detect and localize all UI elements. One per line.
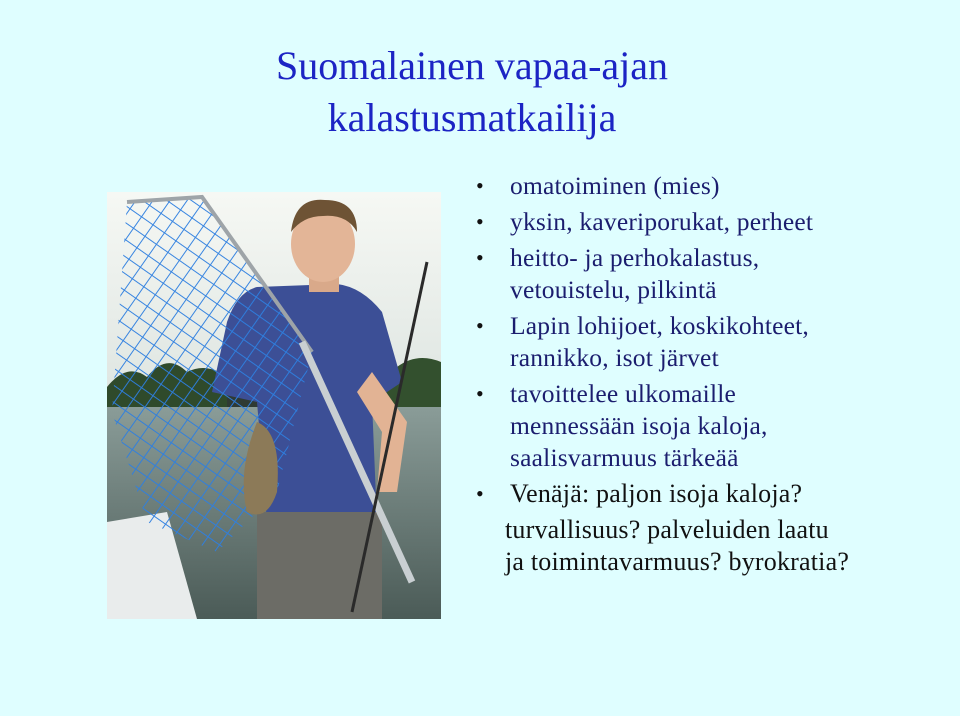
bullet-item: [470, 206, 950, 238]
bullet-text: yksin, kaveriporukat, perheet: [510, 207, 814, 236]
bullet-item: [470, 478, 950, 510]
bullet-item: [470, 242, 950, 306]
bullet-dot: •: [476, 313, 484, 338]
fishing-photo: [107, 192, 441, 619]
extra-text: [470, 514, 950, 578]
bullet-dot: •: [476, 209, 484, 234]
bullet-dot: •: [476, 481, 484, 506]
title-line-1: Suomalainen vapaa-ajan: [275, 43, 669, 88]
bullet-list: [470, 170, 950, 578]
bullet-text: Venäjä: paljon isoja kaloja?: [510, 479, 803, 508]
bullet-item: [470, 310, 950, 374]
bullet-item: [470, 170, 950, 202]
title-line-2: kalastusmatkailija: [327, 95, 617, 140]
extra-line-1: turvallisuus? palveluiden laatu: [505, 515, 829, 544]
bullet-text: tavoittelee ulkomaille: [510, 379, 737, 408]
bullet-item: [470, 378, 950, 474]
bullet-text: mennessään isoja kaloja,: [510, 411, 768, 440]
bullet-text: heitto- ja perhokalastus,: [510, 243, 760, 272]
extra-line-2: ja toimintavarmuus? byrokratia?: [505, 547, 850, 576]
bullet-dot: •: [476, 245, 484, 270]
bullet-text: rannikko, isot järvet: [510, 343, 719, 372]
bullet-text: Lapin lohijoet, koskikohteet,: [510, 311, 810, 340]
bullet-text: vetouistelu, pilkintä: [510, 275, 717, 304]
slide-title: [0, 40, 944, 144]
bullet-dot: •: [476, 381, 484, 406]
bullet-text: omatoiminen (mies): [510, 171, 720, 200]
bullet-text: saalisvarmuus tärkeää: [510, 443, 739, 472]
bullet-dot: •: [476, 173, 484, 198]
